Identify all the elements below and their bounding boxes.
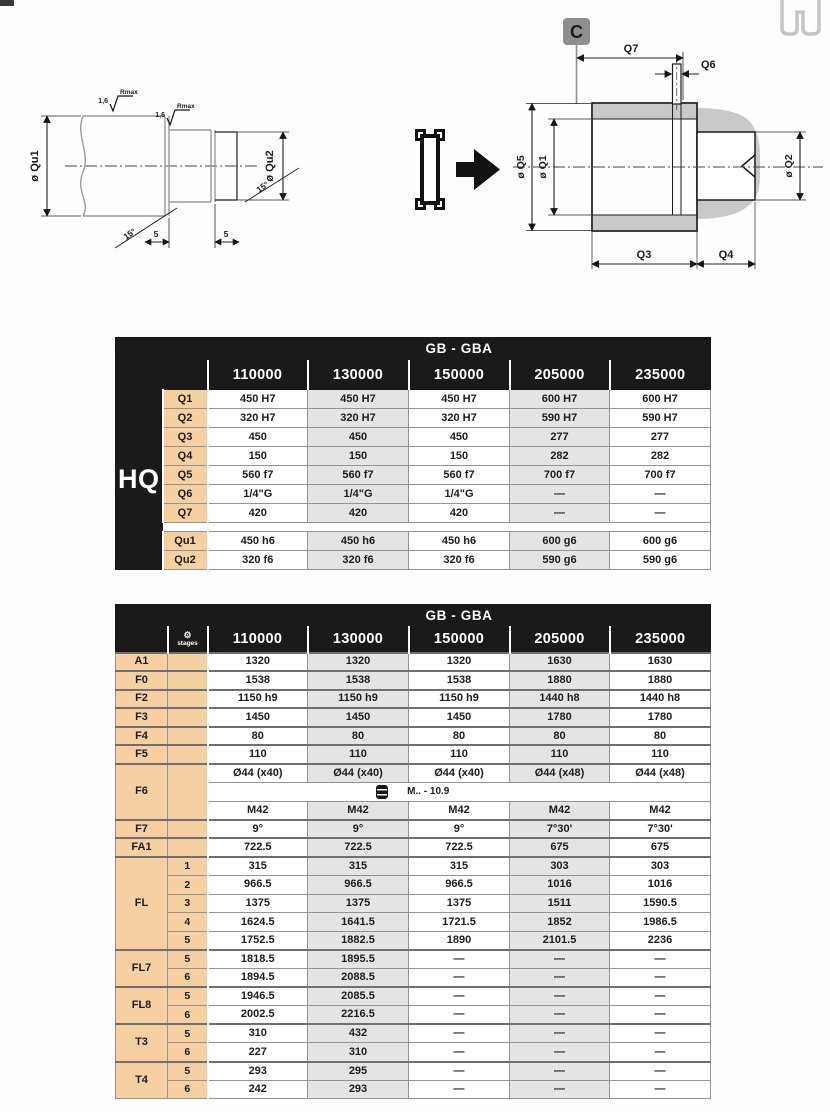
row-label: Q6 <box>163 485 208 504</box>
value-cell: 1320 <box>409 653 510 672</box>
column-header: 110000 <box>208 627 308 653</box>
value-cell: 315 <box>308 857 409 876</box>
value-cell: 1880 <box>510 671 610 690</box>
value-cell: 1895.5 <box>308 950 409 969</box>
hub-drawing <box>505 8 830 278</box>
value-cell: 1538 <box>409 671 510 690</box>
stage-cell: 6 <box>168 1006 208 1025</box>
value-cell: — <box>510 987 610 1006</box>
roughness-mark-2 <box>155 103 195 125</box>
value-cell: 722.5 <box>308 838 409 857</box>
row-label: Q3 <box>163 428 208 447</box>
value-cell: 560 f7 <box>409 466 510 485</box>
value-cell: 1450 <box>308 708 409 727</box>
column-header: 130000 <box>308 361 409 390</box>
value-cell: 1946.5 <box>208 987 308 1006</box>
value-cell: 315 <box>409 857 510 876</box>
value-cell: — <box>610 1080 711 1099</box>
stage-cell: 4 <box>168 913 208 932</box>
value-cell: — <box>409 1024 510 1043</box>
value-cell: 2216.5 <box>308 1006 409 1025</box>
group-label: F2 <box>116 690 168 709</box>
scan-artifact <box>0 0 14 6</box>
value-cell: — <box>610 1024 711 1043</box>
value-cell: 7°30' <box>510 820 610 839</box>
stage-cell: 5 <box>168 987 208 1006</box>
value-cell: 1016 <box>610 876 711 895</box>
value-cell: 450 <box>409 428 510 447</box>
label-q4: Q4 <box>718 249 734 261</box>
value-cell: 450 <box>308 428 409 447</box>
value-cell: 600 H7 <box>610 390 711 409</box>
stage-cell: 6 <box>168 969 208 988</box>
value-cell: 590 H7 <box>610 409 711 428</box>
stage-cell <box>168 671 208 690</box>
value-cell: 1375 <box>409 894 510 913</box>
value-cell: — <box>510 1062 610 1081</box>
value-cell: 320 f6 <box>308 551 409 570</box>
shaft-stub <box>697 132 755 200</box>
label-q1: ø Q1 <box>537 155 549 179</box>
value-cell: 450 h6 <box>308 532 409 551</box>
dim-q7 <box>577 52 683 100</box>
value-cell: — <box>610 1062 711 1081</box>
value-cell: — <box>510 950 610 969</box>
svg-text:15°: 15° <box>121 226 138 242</box>
svg-text:Rmax: Rmax <box>120 89 138 96</box>
bolt-class-note: M.. - 10.9 <box>407 785 450 797</box>
value-cell: — <box>610 504 711 523</box>
value-cell: 1/4"G <box>308 485 409 504</box>
value-cell: 700 f7 <box>510 466 610 485</box>
value-cell: 1780 <box>510 708 610 727</box>
value-cell: — <box>510 969 610 988</box>
value-cell: 1150 h9 <box>409 690 510 709</box>
group-label: FL7 <box>116 950 168 987</box>
stage-cell: 1 <box>168 857 208 876</box>
value-cell: 150 <box>308 447 409 466</box>
value-cell: 420 <box>208 504 308 523</box>
value-cell: 420 <box>409 504 510 523</box>
value-cell: 1641.5 <box>308 913 409 932</box>
value-cell: 1780 <box>610 708 711 727</box>
value-cell: — <box>409 950 510 969</box>
value-cell: 590 H7 <box>510 409 610 428</box>
stage-cell: 5 <box>168 1024 208 1043</box>
svg-text:1,6: 1,6 <box>155 112 165 119</box>
value-cell: 450 h6 <box>208 532 308 551</box>
value-cell: 1440 h8 <box>510 690 610 709</box>
right-arrow-icon <box>456 149 500 190</box>
stages-header-label: stages <box>177 640 198 648</box>
value-cell: 590 g6 <box>510 551 610 570</box>
group-label: F5 <box>116 745 168 764</box>
value-cell: 110 <box>610 745 711 764</box>
value-cell: 7°30' <box>610 820 711 839</box>
value-cell: — <box>409 1080 510 1099</box>
value-cell: 150 <box>409 447 510 466</box>
value-cell: 293 <box>208 1062 308 1081</box>
value-cell: 722.5 <box>409 838 510 857</box>
value-cell: 1320 <box>308 653 409 672</box>
value-cell: — <box>610 987 711 1006</box>
value-cell: M42 <box>409 801 510 820</box>
group-label: F6 <box>116 764 168 820</box>
header-blank <box>116 605 208 627</box>
label-q6: Q6 <box>701 59 716 71</box>
seal-icon <box>398 122 503 217</box>
group-label: F3 <box>116 708 168 727</box>
row-label: Q7 <box>163 504 208 523</box>
value-cell: 1882.5 <box>308 931 409 950</box>
value-cell: 2088.5 <box>308 969 409 988</box>
column-header: 150000 <box>409 361 510 390</box>
group-label: FL <box>116 857 168 950</box>
bolt-class-note-cell <box>208 783 711 802</box>
value-cell: 600 g6 <box>510 532 610 551</box>
stage-cell: 2 <box>168 876 208 895</box>
value-cell: M42 <box>610 801 711 820</box>
value-cell: 600 H7 <box>510 390 610 409</box>
section-flag-letter: C <box>570 22 583 42</box>
value-cell: 80 <box>208 727 308 746</box>
value-cell: — <box>510 1043 610 1062</box>
value-cell: 1630 <box>610 653 711 672</box>
svg-text:1,6: 1,6 <box>98 98 108 105</box>
value-cell: Ø44 (x40) <box>208 764 308 783</box>
value-cell: 2085.5 <box>308 987 409 1006</box>
group-label: T4 <box>116 1062 168 1099</box>
value-cell: 1/4"G <box>409 485 510 504</box>
group-label: F0 <box>116 671 168 690</box>
dim-q2 <box>755 132 806 200</box>
column-header: 130000 <box>308 627 409 653</box>
value-cell: 1880 <box>610 671 711 690</box>
value-cell: — <box>510 1080 610 1099</box>
stage-cell <box>168 838 208 857</box>
label-q5: ø Q5 <box>515 155 527 179</box>
stage-cell: 6 <box>168 1080 208 1099</box>
value-cell: — <box>610 950 711 969</box>
hq-label: HQ <box>116 390 163 570</box>
value-cell: 9° <box>409 820 510 839</box>
value-cell: Ø44 (x48) <box>510 764 610 783</box>
roughness-mark-1 <box>98 89 138 111</box>
row-label: Q2 <box>163 409 208 428</box>
svg-text:Rmax: Rmax <box>177 103 195 110</box>
value-cell: 310 <box>208 1024 308 1043</box>
value-cell: M42 <box>308 801 409 820</box>
group-label: FL8 <box>116 987 168 1024</box>
value-cell: 110 <box>308 745 409 764</box>
stage-cell: 5 <box>168 950 208 969</box>
value-cell: Ø44 (x40) <box>308 764 409 783</box>
group-label: T3 <box>116 1024 168 1061</box>
group-label: FA1 <box>116 838 168 857</box>
label-qu2: ø Qu2 <box>264 150 276 182</box>
value-cell: 1016 <box>510 876 610 895</box>
coupling-icon <box>772 0 828 44</box>
value-cell: 320 f6 <box>208 551 308 570</box>
value-cell: 1590.5 <box>610 894 711 913</box>
value-cell: 320 H7 <box>308 409 409 428</box>
value-cell: 320 f6 <box>409 551 510 570</box>
value-cell: 675 <box>610 838 711 857</box>
value-cell: 310 <box>308 1043 409 1062</box>
column-header: 205000 <box>510 627 610 653</box>
value-cell: — <box>510 1024 610 1043</box>
header-blank <box>116 361 208 390</box>
value-cell: 675 <box>510 838 610 857</box>
value-cell: — <box>409 1043 510 1062</box>
stage-cell <box>168 653 208 672</box>
value-cell: 560 f7 <box>208 466 308 485</box>
value-cell: M42 <box>208 801 308 820</box>
value-cell: 1440 h8 <box>610 690 711 709</box>
stages-gear-icon: ⚙ <box>183 630 192 641</box>
value-cell: 1375 <box>208 894 308 913</box>
value-cell: 590 g6 <box>610 551 711 570</box>
value-cell: 293 <box>308 1080 409 1099</box>
value-cell: 1894.5 <box>208 969 308 988</box>
value-cell: — <box>610 1006 711 1025</box>
stage-cell <box>168 690 208 709</box>
value-cell: — <box>510 485 610 504</box>
value-cell: 1375 <box>308 894 409 913</box>
value-cell: 600 g6 <box>610 532 711 551</box>
value-cell: 110 <box>409 745 510 764</box>
value-cell: 966.5 <box>409 876 510 895</box>
stage-cell: 6 <box>168 1043 208 1062</box>
value-cell: 277 <box>510 428 610 447</box>
value-cell: M42 <box>510 801 610 820</box>
label-q2: ø Q2 <box>783 154 795 178</box>
value-cell: 150 <box>208 447 308 466</box>
value-cell: 1818.5 <box>208 950 308 969</box>
value-cell: — <box>409 987 510 1006</box>
column-header: 235000 <box>610 627 711 653</box>
value-cell: 9° <box>308 820 409 839</box>
value-cell: 1852 <box>510 913 610 932</box>
value-cell: 1538 <box>308 671 409 690</box>
value-cell: 450 H7 <box>308 390 409 409</box>
value-cell: 450 h6 <box>409 532 510 551</box>
shaft-drawing <box>25 80 410 270</box>
stages-header <box>168 627 208 653</box>
value-cell: 1986.5 <box>610 913 711 932</box>
value-cell: 1150 h9 <box>208 690 308 709</box>
value-cell: 303 <box>510 857 610 876</box>
value-cell: 315 <box>208 857 308 876</box>
value-cell: — <box>610 1043 711 1062</box>
group-label: F7 <box>116 820 168 839</box>
column-header: 205000 <box>510 361 610 390</box>
separator-row <box>163 523 711 532</box>
value-cell: Ø44 (x48) <box>610 764 711 783</box>
value-cell: 303 <box>610 857 711 876</box>
row-label: Q4 <box>163 447 208 466</box>
value-cell: 9° <box>208 820 308 839</box>
stage-cell: 5 <box>168 931 208 950</box>
row-label: Q5 <box>163 466 208 485</box>
column-header: 150000 <box>409 627 510 653</box>
header-blank <box>116 627 168 653</box>
value-cell: 432 <box>308 1024 409 1043</box>
dim-chamfer-2 <box>215 204 239 248</box>
value-cell: 2002.5 <box>208 1006 308 1025</box>
value-cell: 420 <box>308 504 409 523</box>
value-cell: — <box>610 485 711 504</box>
seal-cross-section-icon <box>415 129 445 210</box>
label-chamfer-width-2: 5 <box>223 229 229 239</box>
header-blank <box>116 338 208 361</box>
bolt-icon <box>377 786 387 798</box>
stage-cell: 3 <box>168 894 208 913</box>
value-cell: 282 <box>510 447 610 466</box>
value-cell: 966.5 <box>208 876 308 895</box>
value-cell: 242 <box>208 1080 308 1099</box>
value-cell: 1630 <box>510 653 610 672</box>
label-q7: Q7 <box>623 43 639 55</box>
value-cell: — <box>510 504 610 523</box>
group-label: A1 <box>116 653 168 672</box>
value-cell: 80 <box>308 727 409 746</box>
label-chamfer-width-1: 5 <box>153 229 159 239</box>
label-q3: Q3 <box>636 249 652 261</box>
value-cell: 320 H7 <box>208 409 308 428</box>
value-cell: 450 H7 <box>409 390 510 409</box>
value-cell: 80 <box>510 727 610 746</box>
value-cell: 1150 h9 <box>308 690 409 709</box>
value-cell: — <box>610 969 711 988</box>
value-cell: 320 H7 <box>409 409 510 428</box>
stage-cell <box>168 820 208 839</box>
value-cell: 1450 <box>409 708 510 727</box>
value-cell: 1721.5 <box>409 913 510 932</box>
value-cell: 1/4"G <box>208 485 308 504</box>
dimensions-table-flanges <box>115 604 711 1099</box>
value-cell: 80 <box>409 727 510 746</box>
value-cell: 80 <box>610 727 711 746</box>
value-cell: 1511 <box>510 894 610 913</box>
stage-cell: 5 <box>168 1062 208 1081</box>
value-cell: 700 f7 <box>610 466 711 485</box>
svg-text:15°: 15° <box>254 179 271 195</box>
column-header: 110000 <box>208 361 308 390</box>
value-cell: 110 <box>208 745 308 764</box>
column-header: 235000 <box>610 361 711 390</box>
row-label: Qu2 <box>163 551 208 570</box>
value-cell: 295 <box>308 1062 409 1081</box>
value-cell: 2101.5 <box>510 931 610 950</box>
dimensions-table-hq <box>115 337 711 570</box>
group-label: F4 <box>116 727 168 746</box>
stage-cell <box>168 708 208 727</box>
stage-cell <box>168 727 208 746</box>
label-qu1: ø Qu1 <box>29 150 41 182</box>
value-cell: 282 <box>610 447 711 466</box>
value-cell: 1624.5 <box>208 913 308 932</box>
value-cell: 277 <box>610 428 711 447</box>
value-cell: 227 <box>208 1043 308 1062</box>
value-cell: 560 f7 <box>308 466 409 485</box>
value-cell: 722.5 <box>208 838 308 857</box>
value-cell: 1450 <box>208 708 308 727</box>
value-cell: 450 <box>208 428 308 447</box>
value-cell: Ø44 (x40) <box>409 764 510 783</box>
value-cell: 2236 <box>610 931 711 950</box>
value-cell: 966.5 <box>308 876 409 895</box>
hub-wall-bottom <box>593 215 696 230</box>
value-cell: 450 H7 <box>208 390 308 409</box>
stage-cell <box>168 764 208 820</box>
table-title: GB - GBA <box>208 338 711 361</box>
row-label: Qu1 <box>163 532 208 551</box>
value-cell: 1890 <box>409 931 510 950</box>
value-cell: — <box>409 1062 510 1081</box>
value-cell: 1320 <box>208 653 308 672</box>
value-cell: 1538 <box>208 671 308 690</box>
value-cell: — <box>510 1006 610 1025</box>
table-title: GB - GBA <box>208 605 711 627</box>
row-label: Q1 <box>163 390 208 409</box>
value-cell: — <box>409 969 510 988</box>
value-cell: — <box>409 1006 510 1025</box>
stage-cell <box>168 745 208 764</box>
value-cell: 110 <box>510 745 610 764</box>
value-cell: 1752.5 <box>208 931 308 950</box>
